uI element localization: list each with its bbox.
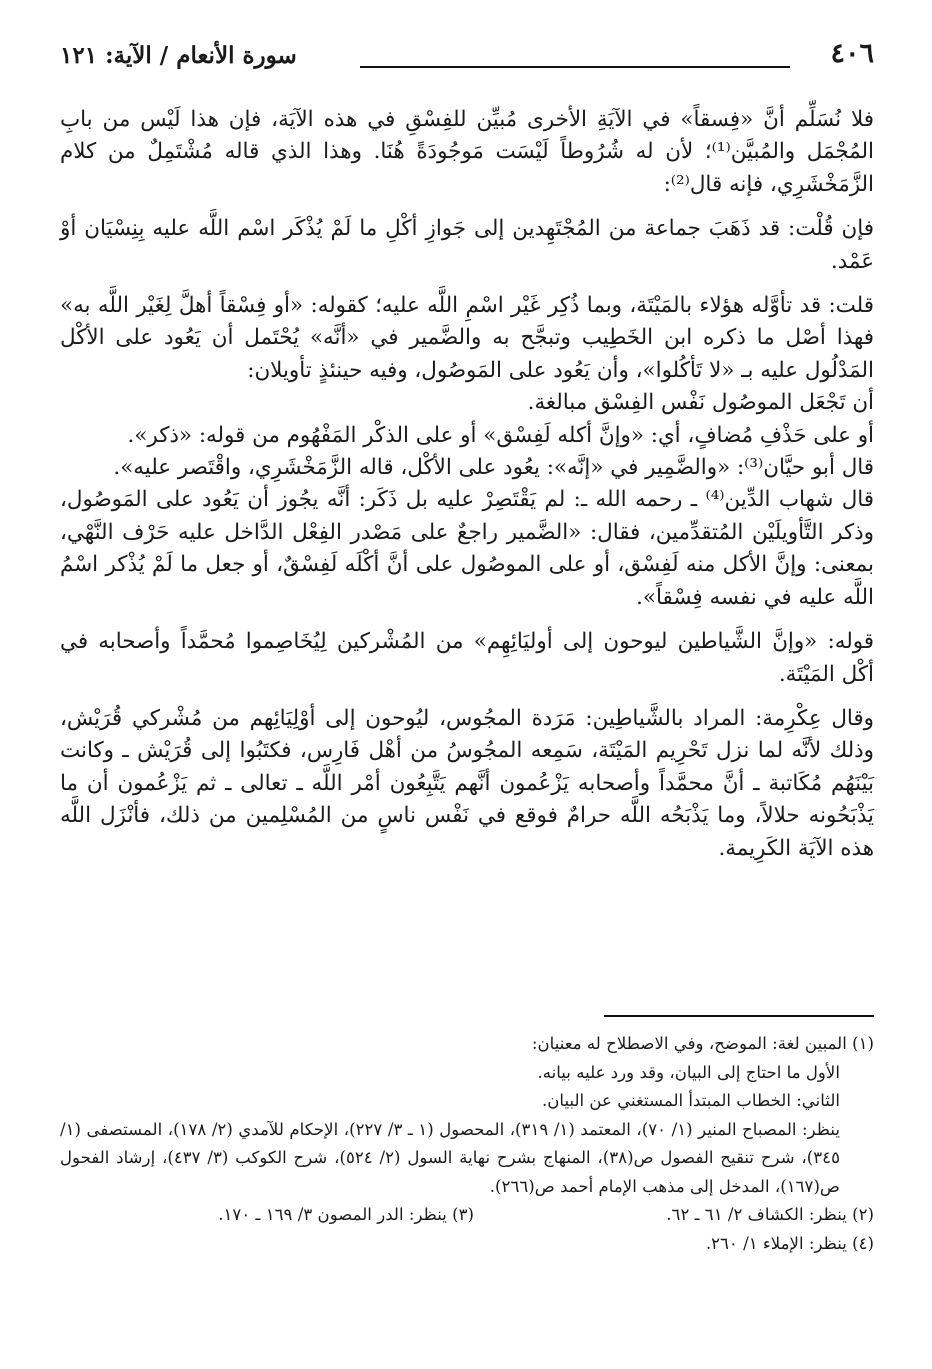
footnotes [60, 1030, 874, 1258]
footnote-1-line: الثاني: الخطاب المبتدأ المستغني عن البيان. [541, 1091, 840, 1110]
footnote-3: (٣) ينظر: الدر المصون ٣/ ١٦٩ ـ ١٧٠. [218, 1205, 474, 1224]
paragraph: أن تَجْعَل الموصُول نَفْس الفِسْق مبالغة. [527, 390, 874, 416]
main-text [60, 104, 874, 865]
paragraph: قال أبو حيَّان⁽³⁾: «والضَّمِير في «إنَّه»: يعُود على الأكْل، قاله الزَّمَخْشَرِي، واقْتَصر عليه». [113, 455, 874, 481]
footnote-1-line: الأول ما احتاج إلى البيان، وقد ورد عليه بيانه. [537, 1062, 840, 1082]
footnote-1-refs: ينظر: المصباح المنير (١/ ٧٠)، المعتمد (١/ ٣١٩)، المحصول (١ ـ ٣/ ٢٢٧)، الإحكام للآمدي (٢/ ١٧٨)، المستصفى (١/ ٣٤٥)، شرح تنقيح الفصول ص(٣٨)، المنهاج بشرح نهاية السول (٢/ ٥٢٤)، شرح الكوكب (٣/ ٤٣٧)، إرشاد الفحول ص(١٦٧)، المدخل إلى مذهب الإمام أحمد ص(٢٦٦). [60, 1119, 841, 1196]
paragraph: فلا نُسَلِّم أنَّ «فِسقاً» في الآيَةِ الأخرى مُبيِّن للفِسْقِ في هذه الآيَة، فإن هذا لَيْس من بابِ المُجْمَل والمُبيَّن⁽¹⁾؛ لأن له شُرُوطاً لَيْسَت مَوجُودَةً هُنَا. وهذا الذي قاله مُشْتَمِلٌ من كلام الزَّمَخْشَرِي، فإنه قال⁽²⁾: [60, 107, 874, 197]
paragraph: قوله: «وإنَّ الشَّياطين ليوحون إلى أوليَائِهِم» من المُشْركين لِيُخَاصِموا مُحمَّداً وأصحابه في أكْل المَيْتَة. [60, 629, 874, 687]
header-rule [360, 66, 790, 68]
paragraph: قلت: قد تأوَّله هؤلاء بالمَيْتَة، وبما ذُكِر غَيْر اسْمِ اللَّه عليه؛ كقوله: «أو فِسْقاً أهلَّ لِغَيْر اللَّه به» فهذا أصْل ما ذكره ابن الخَطِيب وتبجَّح به والضَّمير في «أنَّه» يُحْتَمل أن يَعُود على الأكْل المَدْلُول عليه بـ «لا تَأكُلوا»، وأن يَعُود على المَوصُول، وفيه حينئذٍ تأويلان: [60, 293, 874, 383]
paragraph: وقال عِكْرِمة: المراد بالشَّياطِين: مَرَدة المجُوس، ليُوحون إلى أوْلِيَائِهم من مُشْركي قُرَيْش، وذلك لأنَّه لما نزل تَحْرِيم المَيْتَة، سَمِعه المجُوسُ من أهْل فَارِس، فكتَبُوا إلى قُرَيْش ـ وكانت بَيْنَهُم مُكَاتبة ـ أنَّ محمَّداً وأصحابه يَزْعُمون أنَّهم يَتَّبِعُون أمْر اللَّه ـ تعالى ـ ثم يَزْعُمون أن ما يَذْبَحُونه حلالاً، وما يَذْبَحُه اللَّه حرامٌ فوقع في نَفْس ناسٍ من المُسْلِمين من ذلك، فأنْزَل اللَّه هذه الآيَة الكَرِيمة. [60, 705, 874, 861]
page-number: ٤٠٦ [830, 38, 874, 69]
footnote-4: (٤) ينظر: الإملاء ١/ ٢٦٠. [705, 1233, 874, 1253]
footnote-separator [604, 1015, 874, 1017]
paragraph: أو على حَذْفِ مُضافٍ، أي: «وإنَّ أكله لَفِسْق» أو على الذكْر المَفْهُوم من قوله: «ذكر». [127, 422, 874, 448]
footnote-1-title: (١) المبين لغة: الموضح، وفي الاصطلاح له معنيان: [531, 1034, 874, 1053]
footnote-row [60, 1201, 874, 1230]
running-title: سورة الأنعام / الآية: ١٢١ [60, 42, 297, 69]
paragraph: فإن قُلْت: قد ذَهَبَ جماعة من المُجْتَهِدين إلى جَوازِ أكْلِ ما لَمْ يُذْكَر اسْم اللَّه عليه بِنِسْيَان أوْ عَمْد. [60, 216, 874, 274]
page-header [60, 36, 874, 76]
footnote-2: (٢) ينظر: الكشاف ٢/ ٦١ ـ ٦٢. [666, 1205, 874, 1224]
paragraph: قال شهاب الدِّين⁽⁴⁾ ـ رحمه الله ـ: لم يَقْتَصِرْ عليه بل ذَكَر: أنَّه يجُوز أن يَعُود على المَوصُول، وذكر التَّأويلَيْن المُتقدِّمين، فقال: «الضَّمير راجعٌ على مَصْدر الفِعْل الدَّاخل عليه حَرْف النَّهْي، بمعنى: وإنَّ الأكل منه لَفِسْق، أو على الموصُول على أنَّ أكْلَه لَفِسْقٌ، أو جعل ما لَمْ يُذْكر اسْمُ اللَّه عليه في نفسه فِسْقاً». [60, 487, 874, 610]
